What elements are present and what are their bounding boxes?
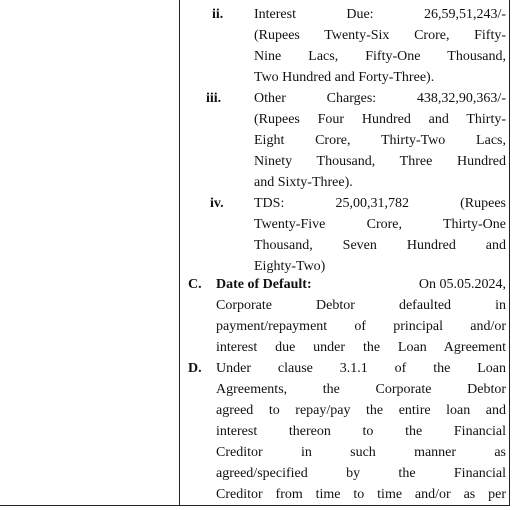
item-iv-line-3: Thousand, Seven Hundred and bbox=[254, 238, 506, 253]
item-iv-line-1: TDS: 25,00,31,782 (Rupees bbox=[254, 196, 506, 211]
item-ii-line-2: (Rupees Twenty-Six Crore, Fifty- bbox=[254, 28, 506, 43]
item-ii-line-1: Interest Due: 26,59,51,243/- bbox=[254, 7, 506, 22]
item-iii-line-3: Eight Crore, Thirty-Two Lacs, bbox=[254, 133, 506, 148]
section-d-line-7: Creditor from time to time and/or as per bbox=[216, 487, 506, 502]
item-iii-line-2: (Rupees Four Hundred and Thirty- bbox=[254, 112, 506, 127]
item-ii-marker: ii. bbox=[212, 7, 224, 22]
item-iv-line-2: Twenty-Five Crore, Thirty-One bbox=[254, 217, 506, 232]
section-c-heading: Date of Default: bbox=[216, 277, 312, 292]
section-c-line-1: On 05.05.2024, bbox=[418, 277, 506, 292]
section-c-line-2: Corporate Debtor defaulted in bbox=[216, 298, 506, 313]
item-iii-line-1: Other Charges: 438,32,90,363/- bbox=[254, 91, 506, 106]
section-d-line-3: agreed to repay/pay the entire loan and bbox=[216, 403, 506, 418]
section-d-line-6: agreed/specified by the Financial bbox=[216, 466, 506, 481]
section-d-line-4: interest thereon to the Financial bbox=[216, 424, 506, 439]
item-iii-line-4: Ninety Thousand, Three Hundred bbox=[254, 154, 506, 169]
section-c-first-line bbox=[216, 276, 506, 293]
item-ii-line-4: Two Hundred and Forty-Three). bbox=[254, 70, 435, 85]
item-iii-line-5: and Sixty-Three). bbox=[254, 175, 353, 190]
section-c-line-3: payment/repayment of principal and/or bbox=[216, 319, 506, 334]
section-d-line-2: Agreements, the Corporate Debtor bbox=[216, 382, 506, 397]
section-d-marker: D. bbox=[188, 361, 202, 376]
section-d-line-5: Creditor in such manner as bbox=[216, 445, 506, 460]
item-iii-marker: iii. bbox=[206, 91, 222, 106]
section-c-line-4: interest due under the Loan Agreement bbox=[216, 340, 506, 355]
item-iv-marker: iv. bbox=[210, 196, 224, 211]
section-d-line-1: Under clause 3.1.1 of the Loan bbox=[216, 361, 506, 376]
item-ii-line-3: Nine Lacs, Fifty-One Thousand, bbox=[254, 49, 506, 64]
item-iv-line-4: Eighty-Two) bbox=[254, 259, 326, 274]
section-c-marker: C. bbox=[188, 277, 202, 292]
